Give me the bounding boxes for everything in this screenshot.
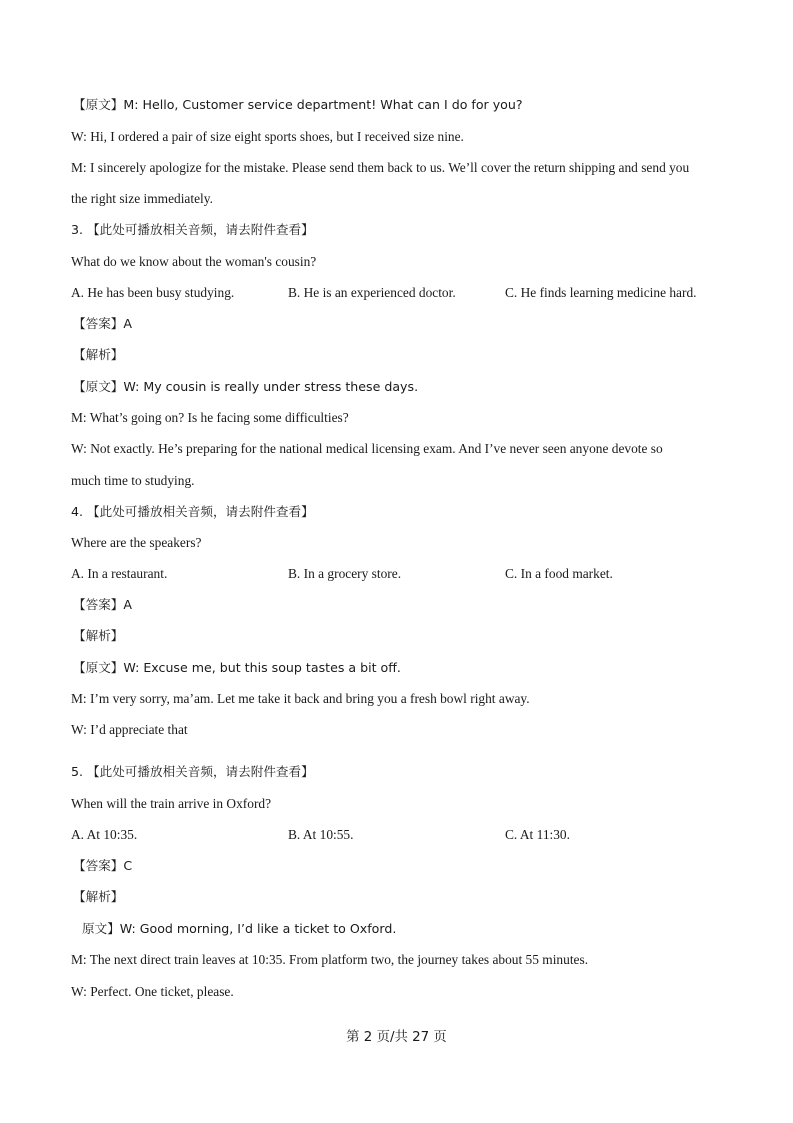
q3-option-a: A. He has been busy studying. bbox=[71, 285, 235, 300]
q5-option-b: B. At 10:55. bbox=[288, 827, 354, 842]
q5-header: 5. 【此处可播放相关音频，请去附件查看】 bbox=[71, 764, 314, 779]
q5-question: When will the train arrive in Oxford? bbox=[71, 796, 272, 811]
q3-option-b: B. He is an experienced doctor. bbox=[288, 285, 456, 300]
q3-header: 3. 【此处可播放相关音频，请去附件查看】 bbox=[71, 222, 314, 237]
q4-option-a: A. In a restaurant. bbox=[71, 566, 168, 581]
q4-script-line-2: M: I’m very sorry, ma’am. Let me take it back and bring you a fresh bowl right away. bbox=[71, 691, 530, 706]
q3-option-c: C. He finds learning medicine hard. bbox=[505, 285, 697, 300]
q2-script-line-3: M: I sincerely apologize for the mistake. Please send them back to us. We’ll cover the return shipping and send you bbox=[71, 160, 690, 175]
q4-question: Where are the speakers? bbox=[71, 535, 202, 550]
q5-option-a: A. At 10:35. bbox=[71, 827, 138, 842]
q3-script-line-3: W: Not exactly. He’s preparing for the national medical licensing exam. And I’ve never seen anyone devote so bbox=[71, 441, 663, 456]
q5-analysis-label: 【解析】 bbox=[73, 889, 124, 904]
q2-script-line-4: the right size immediately. bbox=[71, 191, 213, 206]
q3-script-line-1: 【原文】W: My cousin is really under stress these days. bbox=[73, 379, 419, 394]
q4-analysis-label: 【解析】 bbox=[73, 628, 124, 643]
q3-script-line-2: M: What’s going on? Is he facing some difficulties? bbox=[71, 410, 349, 425]
q5-option-c: C. At 11:30. bbox=[505, 827, 570, 842]
q4-header: 4. 【此处可播放相关音频，请去附件查看】 bbox=[71, 504, 314, 519]
q4-answer: 【答案】A bbox=[73, 597, 132, 612]
q5-script-line-1: 原文】W: Good morning, I’d like a ticket to Oxford. bbox=[82, 921, 397, 936]
q3-answer: 【答案】A bbox=[73, 316, 132, 331]
q3-question: What do we know about the woman's cousin? bbox=[71, 254, 317, 269]
q5-script-line-3: W: Perfect. One ticket, please. bbox=[71, 984, 234, 999]
q4-option-b: B. In a grocery store. bbox=[288, 566, 402, 581]
page-number-footer: 第 2 页/共 27 页 bbox=[346, 1030, 447, 1045]
q2-script-line-2: W: Hi, I ordered a pair of size eight sports shoes, but I received size nine. bbox=[71, 129, 464, 144]
q2-script-line-1: 【原文】M: Hello, Customer service department! What can I do for you? bbox=[73, 97, 523, 112]
q4-script-line-3: W: I’d appreciate that bbox=[71, 722, 188, 737]
q4-option-c: C. In a food market. bbox=[505, 566, 613, 581]
q5-answer: 【答案】C bbox=[73, 858, 133, 873]
q3-script-line-4: much time to studying. bbox=[71, 473, 195, 488]
q4-script-line-1: 【原文】W: Excuse me, but this soup tastes a bit off. bbox=[73, 660, 401, 675]
q5-script-line-2: M: The next direct train leaves at 10:35. From platform two, the journey takes about 55 minutes. bbox=[71, 952, 589, 967]
q3-analysis-label: 【解析】 bbox=[73, 347, 124, 362]
